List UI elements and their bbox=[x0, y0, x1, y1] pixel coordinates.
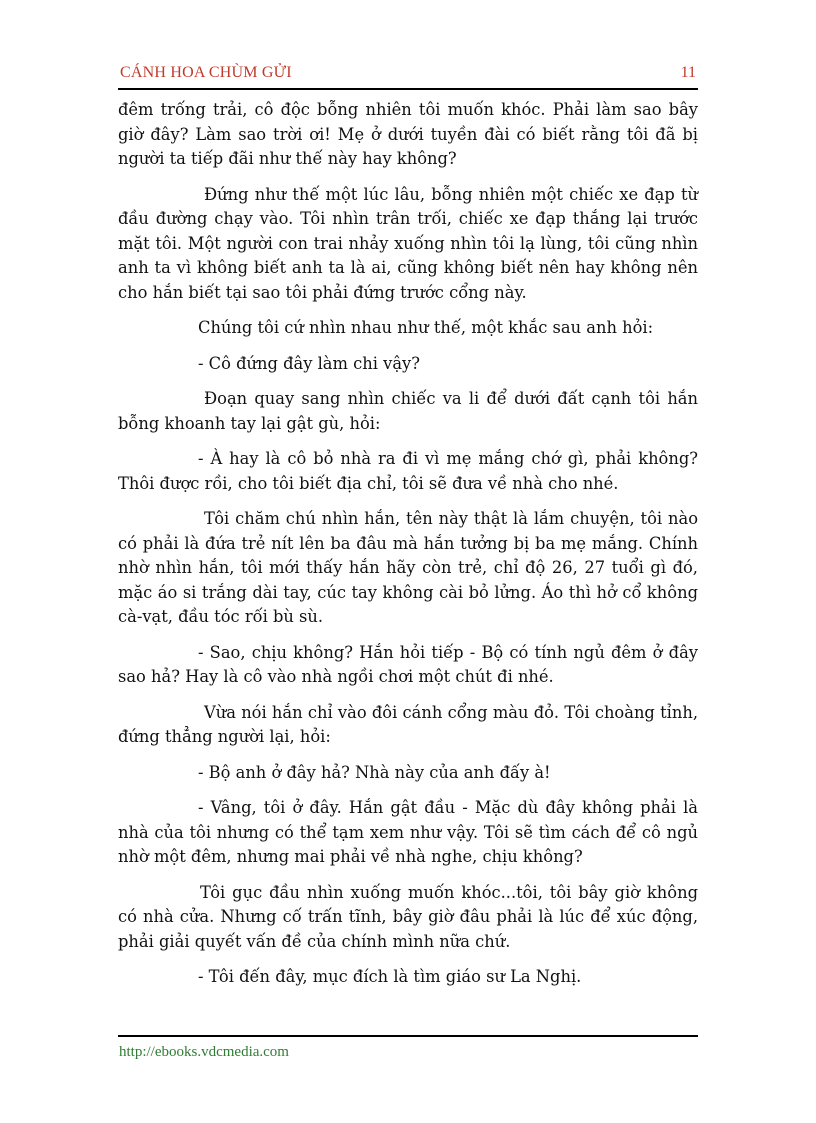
dialogue-line: - Vâng, tôi ở đây. Hắn gật đầu - Mặc dù đây không phải là nhà của tôi nhưng có thể tạm xem như vậy. Tôi sẽ tìm cách để cô ngủ nhờ một đêm, nhưng mai phải về nhà nghe, chịu không? bbox=[118, 798, 698, 866]
dialogue-line: - Sao, chịu không? Hắn hỏi tiếp - Bộ có tính ngủ đêm ở đây sao hả? Hay là cô vào nhà ngồi chơi một chút đi nhé. bbox=[118, 642, 698, 686]
book-title: CÁNH HOA CHÙM GỬI bbox=[120, 64, 292, 81]
paragraph: Đứng như thế một lúc lâu, bỗng nhiên một chiếc xe đạp từ đầu đường chạy vào. Tôi nhìn trân trối, chiếc xe đạp thắng lại trước mặt tôi. Một người con trai nhảy xuống nhìn tôi lạ lùng, tôi cũng nhìn anh ta vì không biết anh ta là ai, cũng không biết nên hay không nên cho hắn biết tại sao tôi phải đứng trước cổng này. bbox=[118, 184, 698, 302]
dialogue-line: - Bộ anh ở đây hả? Nhà này của anh đấy à! bbox=[198, 762, 551, 782]
footer-divider bbox=[118, 1035, 698, 1037]
paragraph: Chúng tôi cứ nhìn nhau như thế, một khắc sau anh hỏi: bbox=[198, 318, 654, 337]
paragraph: Tôi gục đầu nhìn xuống muốn khóc...tôi, tôi bây giờ không có nhà cửa. Nhưng cố trấn tĩnh, bây giờ đâu phải là lúc để xúc động, phải giải quyết vấn đề của chính mình nữa chứ. bbox=[118, 882, 698, 951]
paragraph: đêm trống trải, cô độc bỗng nhiên tôi muốn khóc. Phải làm sao bây giờ đây? Làm sao trời ơi! Mẹ ở dưới tuyền đài có biết rằng tôi đã bị người ta tiếp đãi như thế này hay không? bbox=[118, 100, 698, 168]
footer-url-link[interactable]: http://ebooks.vdcmedia.com bbox=[119, 1044, 289, 1060]
page-body bbox=[118, 98, 698, 1001]
paragraph: Vừa nói hắn chỉ vào đôi cánh cổng màu đỏ. Tôi choàng tỉnh, đứng thẳng người lại, hỏi: bbox=[118, 702, 698, 746]
running-header bbox=[118, 60, 698, 90]
paragraph: Đoạn quay sang nhìn chiếc va li để dưới đất cạnh tôi hắn bỗng khoanh tay lại gật gù, hỏi: bbox=[118, 389, 698, 433]
dialogue-line: - Tôi đến đây, mục đích là tìm giáo sư La Nghị. bbox=[198, 967, 582, 986]
page-number: 11 bbox=[680, 64, 696, 81]
paragraph: Tôi chăm chú nhìn hắn, tên này thật là lắm chuyện, tôi nào có phải là đứa trẻ nít lên ba đâu mà hắn tưởng bị ba mẹ mắng. Chính nhờ nhìn hắn, tôi mới thấy hắn hãy còn trẻ, chỉ độ 26, 27 tuổi gì đó, mặc áo si trắng dài tay, cúc tay không cài bỏ lửng. Áo thì hở cổ không cà-vạt, đầu tóc rối bù sù. bbox=[118, 509, 698, 626]
dialogue-line: - Cô đứng đây làm chi vậy? bbox=[198, 353, 420, 373]
dialogue-line: - À hay là cô bỏ nhà ra đi vì mẹ mắng chớ gì, phải không? Thôi được rồi, cho tôi biết địa chỉ, tôi sẽ đưa về nhà cho nhé. bbox=[118, 449, 698, 493]
